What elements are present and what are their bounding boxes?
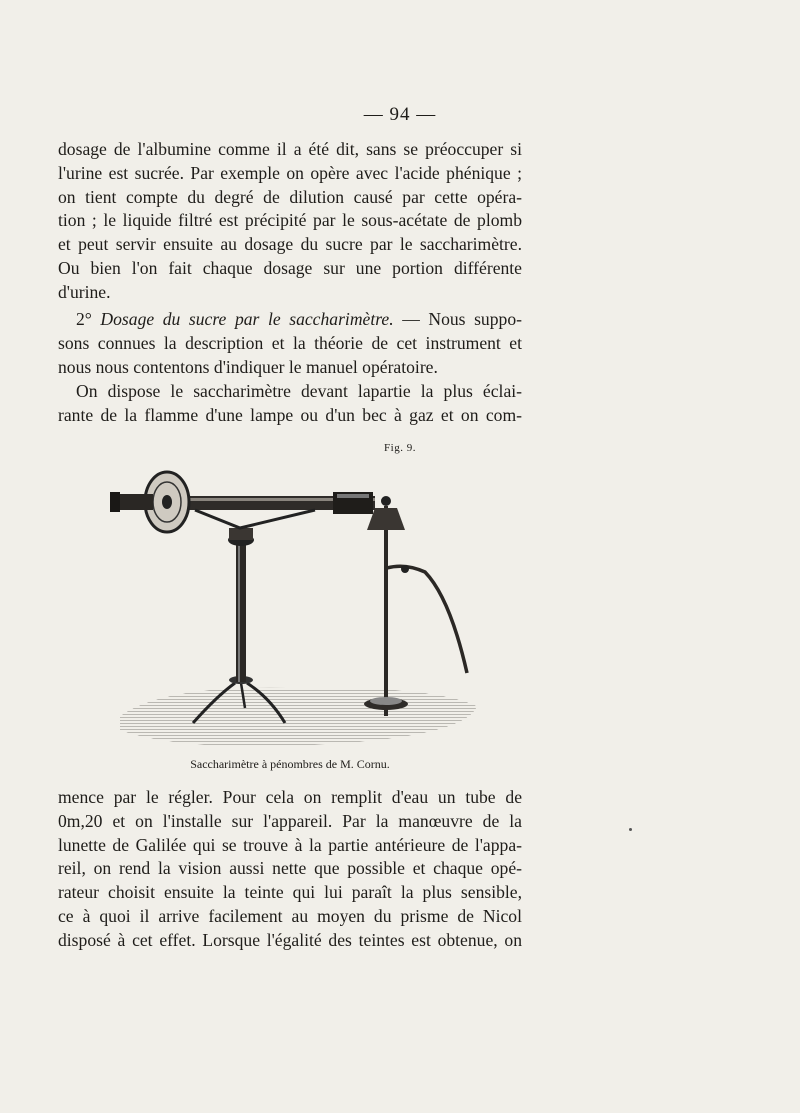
text-fragment: — Nous suppo- (402, 309, 522, 329)
text-line: On dispose le saccharimètre devant lapartie la plus éclai- (76, 381, 522, 401)
text-line: rateur choisit ensuite la teinte qui lui paraît la plus sensible, (58, 882, 522, 903)
text-line: lunette de Galilée qui se trouve à la partie antérieure de l'appa- (58, 834, 522, 855)
text-line: rante de la flamme d'une lampe ou d'un bec à gaz et on com- (58, 404, 522, 425)
text-line: nous nous contentons d'indiquer le manuel opératoire. (58, 356, 438, 377)
page-number: — 94 — (363, 104, 437, 125)
text-line: reil, on rend la vision aussi nette que possible et chaque opé- (58, 858, 522, 879)
paragraph-procedure-continued (58, 786, 522, 953)
text-line: et peut servir ensuite au dosage du sucre par le saccharimètre. (58, 234, 522, 255)
text-line: mence par le régler. Pour cela on remplit d'eau un tube de (58, 787, 522, 807)
figure-caption: Saccharimètre à pénombres de M. Cornu. (190, 757, 390, 771)
paper-speck (629, 828, 632, 831)
figure-label: Fig. 9. (384, 442, 416, 454)
text-line: 0m,20 et on l'installe sur l'appareil. Par la manœuvre de la (58, 810, 522, 831)
text-line: disposé à cet effet. Lorsque l'égalité des teintes est obtenue, on (58, 929, 522, 950)
saccharimeter-engraving (105, 468, 485, 758)
text-line: tion ; le liquide filtré est précipité par le sous-acétate de plomb (58, 210, 522, 231)
text-line: sons connues la description et la théorie de cet instrument et (58, 332, 522, 353)
section-number: 2° (76, 309, 92, 329)
text-line: dosage de l'albumine comme il a été dit, sans se préoccuper si (58, 139, 522, 159)
text-line: d'urine. (58, 281, 111, 302)
paragraph-procedure-start (58, 380, 522, 428)
section-heading-line (58, 308, 522, 332)
paragraph-albumin-dosage (58, 138, 522, 305)
paragraph-sugar-dosage (58, 308, 522, 379)
text-line: ce à quoi il arrive facilement au moyen du prisme de Nicol (58, 905, 522, 926)
section-heading: Dosage du sucre par le saccharimètre. (100, 309, 394, 329)
saccharimeter-illustration (105, 468, 485, 758)
text-line: on tient compte du degré de dilution causé par cette opéra- (58, 186, 522, 207)
text-line: Ou bien l'on fait chaque dosage sur une portion différente (58, 257, 522, 278)
text-line: l'urine est sucrée. Par exemple on opère avec l'acide phénique ; (58, 162, 522, 183)
